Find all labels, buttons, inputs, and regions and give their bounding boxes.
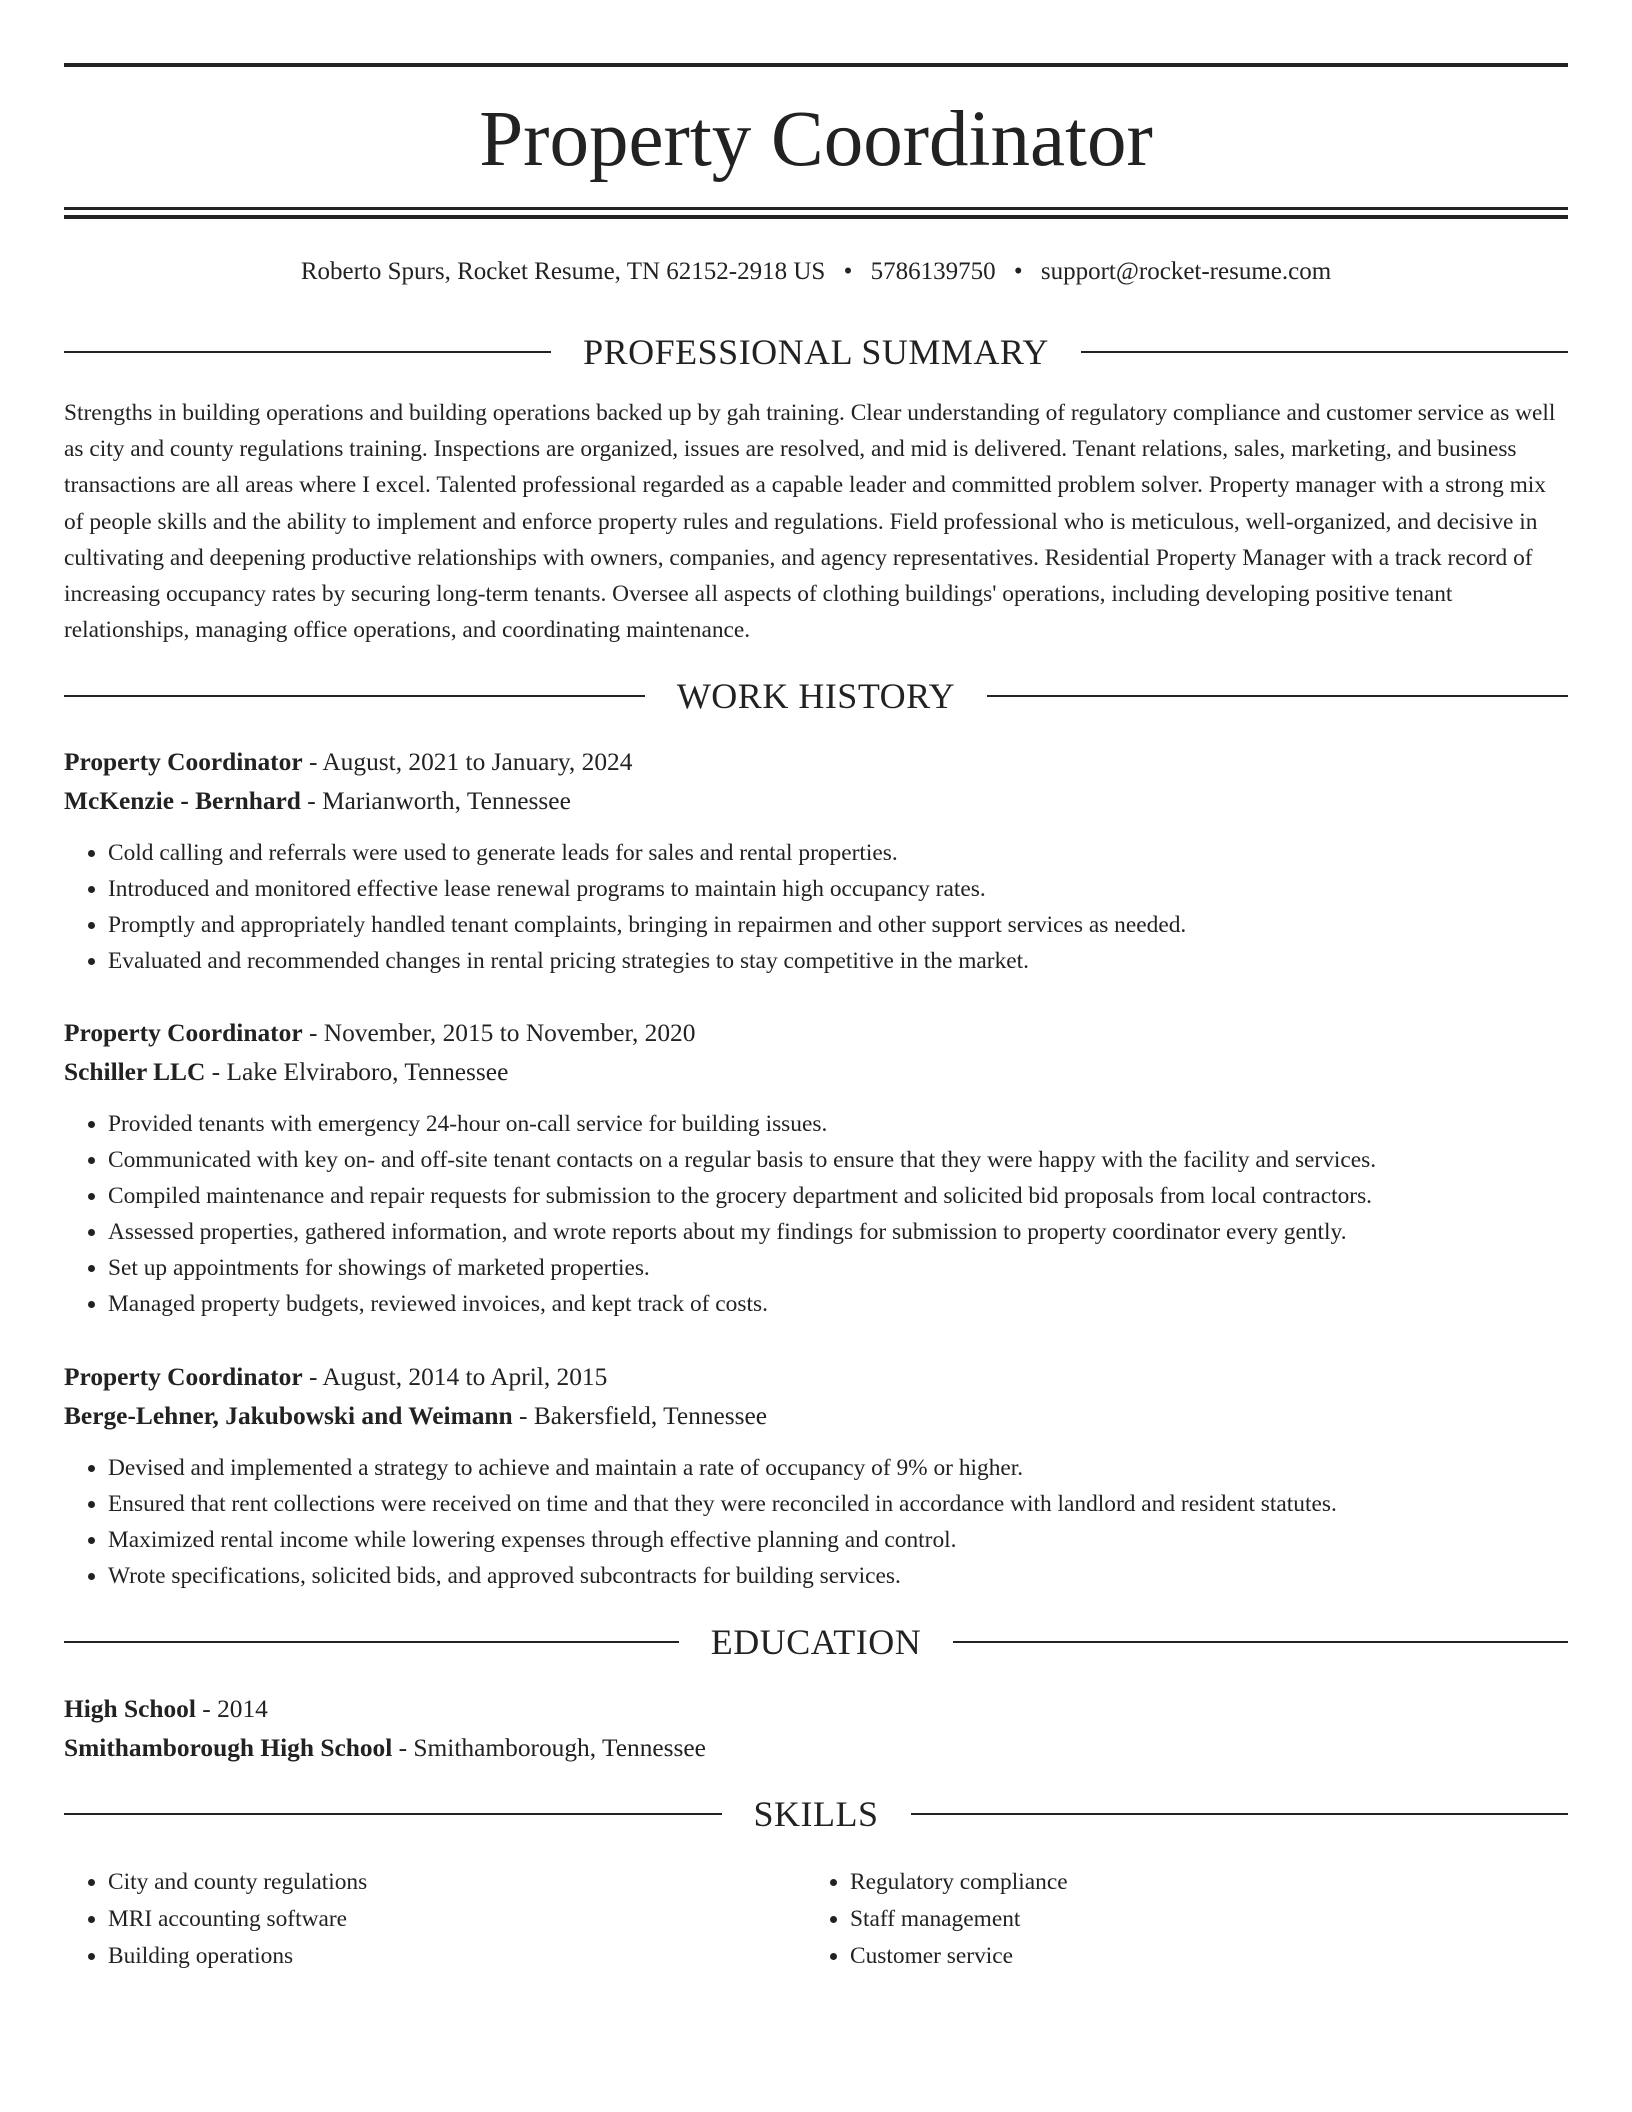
job-title-line	[64, 743, 1568, 782]
job-company-line	[64, 1397, 1568, 1436]
contact-email: support@rocket-resume.com	[1040, 258, 1332, 285]
skills-column-left	[64, 1864, 806, 1975]
job-bullet: • Ensured that rent collections were received on time and that they were reconciled in accordance with landlord and resident statutes.	[108, 1486, 1568, 1522]
job-bullet: • Cold calling and referrals were used to generate leads for sales and rental properties.	[108, 835, 1568, 871]
education-year: - 2014	[195, 1695, 268, 1723]
contact-address: Roberto Spurs, Rocket Resume, TN 62152-2918 US	[300, 258, 826, 285]
contact-line	[64, 255, 1568, 289]
section-rule-right	[911, 1813, 1569, 1815]
section-header-education	[64, 1617, 1568, 1667]
skill-item: • Regulatory compliance	[850, 1864, 1548, 1901]
skill-item: • Building operations	[108, 1938, 806, 1975]
education-degree-line	[64, 1690, 1568, 1729]
job-bullets	[64, 835, 1568, 979]
job-company: Schiller LLC	[64, 1058, 206, 1086]
resume-title: Property Coordinator	[479, 96, 1153, 183]
contact-separator: •	[843, 258, 853, 285]
job-bullet: • Compiled maintenance and repair requests for submission to the grocery department and solicited bid proposals from local contractors.	[108, 1178, 1568, 1214]
section-rule-left	[64, 1641, 679, 1643]
skill-item: • City and county regulations	[108, 1864, 806, 1901]
section-rule-right	[953, 1641, 1568, 1643]
job-bullet: • Managed property budgets, reviewed invoices, and kept track of costs.	[108, 1286, 1568, 1322]
section-title-skills: SKILLS	[753, 1794, 879, 1834]
section-rule-left	[64, 1813, 722, 1815]
section-rule-right	[1081, 351, 1568, 353]
job-bullets	[64, 1450, 1568, 1594]
section-title-work: WORK HISTORY	[676, 676, 956, 716]
job-dates: - August, 2014 to April, 2015	[302, 1363, 608, 1391]
job-location: - Bakersfield, Tennessee	[512, 1402, 768, 1430]
section-header-work	[64, 671, 1568, 721]
skills-column-right	[806, 1864, 1548, 1975]
education-degree: High School	[64, 1695, 196, 1723]
job-bullet: • Set up appointments for showings of marketed properties.	[108, 1250, 1568, 1286]
job-title: Property Coordinator	[64, 1363, 303, 1391]
skill-item: • Staff management	[850, 1901, 1548, 1938]
section-rule-right	[987, 695, 1568, 697]
job-entry	[64, 1358, 1568, 1594]
job-company: Berge-Lehner, Jakubowski and Weimann	[64, 1402, 513, 1430]
education-school: Smithamborough High School	[64, 1734, 393, 1762]
job-bullets	[64, 1106, 1568, 1323]
title-rule-lower	[64, 215, 1568, 219]
job-bullet: • Wrote specifications, solicited bids, and approved subcontracts for building services.	[108, 1558, 1568, 1594]
job-company-line	[64, 782, 1568, 821]
job-bullet: • Communicated with key on- and off-site tenant contacts on a regular basis to ensure that they were happy with the facility and services.	[108, 1142, 1568, 1178]
job-location: - Marianworth, Tennessee	[300, 787, 571, 815]
job-bullet: • Assessed properties, gathered information, and wrote reports about my findings for submission to property coordinator every gently.	[108, 1214, 1568, 1250]
education-location: - Smithamborough, Tennessee	[392, 1734, 706, 1762]
section-header-skills	[64, 1789, 1568, 1839]
job-bullet: • Provided tenants with emergency 24-hour on-call service for building issues.	[108, 1106, 1568, 1142]
job-location: - Lake Elviraboro, Tennessee	[205, 1058, 509, 1086]
section-header-summary	[64, 327, 1568, 377]
job-title-line	[64, 1358, 1568, 1397]
section-title-summary: PROFESSIONAL SUMMARY	[583, 332, 1049, 372]
job-company-line	[64, 1053, 1568, 1092]
top-rule	[64, 63, 1568, 67]
summary-paragraph: Strengths in building operations and building operations backed up by gah training. Clear understanding of regulatory compliance and customer service as well as city and county regulations training. Inspections are organized, issues are resolved, and mid is delivered. Tenant relations, sales, marketing, and business transactions are all areas where I excel. Talented professional regarded as a capable leader and committed problem solver. Property manager with a strong mix of people skills and the ability to implement and enforce property rules and regulations. Field professional who is meticulous, well-organized, and decisive in cultivating and deepening productive relationships with owners, companies, and agency representatives. Residential Property Manager with a track record of increasing occupancy rates by securing long-term tenants. Oversee all aspects of clothing buildings' operations, including developing positive tenant relationships, managing office operations, and coordinating maintenance.	[64, 400, 1556, 644]
job-title: Property Coordinator	[64, 748, 303, 776]
job-bullet: • Devised and implemented a strategy to achieve and maintain a rate of occupancy of 9% or higher.	[108, 1450, 1568, 1486]
job-title-line	[64, 1014, 1568, 1053]
job-bullet: • Promptly and appropriately handled tenant complaints, bringing in repairmen and other support services as needed.	[108, 907, 1568, 943]
section-rule-left	[64, 351, 551, 353]
job-entry	[64, 1014, 1568, 1323]
job-bullet: • Introduced and monitored effective lease renewal programs to maintain high occupancy rates.	[108, 871, 1568, 907]
job-bullet: • Evaluated and recommended changes in rental pricing strategies to stay competitive in the market.	[108, 943, 1568, 979]
job-dates: - November, 2015 to November, 2020	[302, 1019, 696, 1047]
job-entry	[64, 743, 1568, 979]
education-entry	[64, 1690, 1568, 1768]
education-school-line	[64, 1729, 1568, 1768]
contact-phone: 5786139750	[870, 258, 996, 285]
job-title: Property Coordinator	[64, 1019, 303, 1047]
skills-list	[64, 1864, 1568, 1975]
skill-item: • Customer service	[850, 1938, 1548, 1975]
job-dates: - August, 2021 to January, 2024	[302, 748, 633, 776]
contact-separator: •	[1013, 258, 1023, 285]
title-rule-upper	[64, 207, 1568, 210]
section-title-education: EDUCATION	[710, 1622, 922, 1662]
job-bullet: • Maximized rental income while lowering expenses through effective planning and control.	[108, 1522, 1568, 1558]
job-company: McKenzie - Bernhard	[64, 787, 301, 815]
section-rule-left	[64, 695, 645, 697]
skill-item: • MRI accounting software	[108, 1901, 806, 1938]
